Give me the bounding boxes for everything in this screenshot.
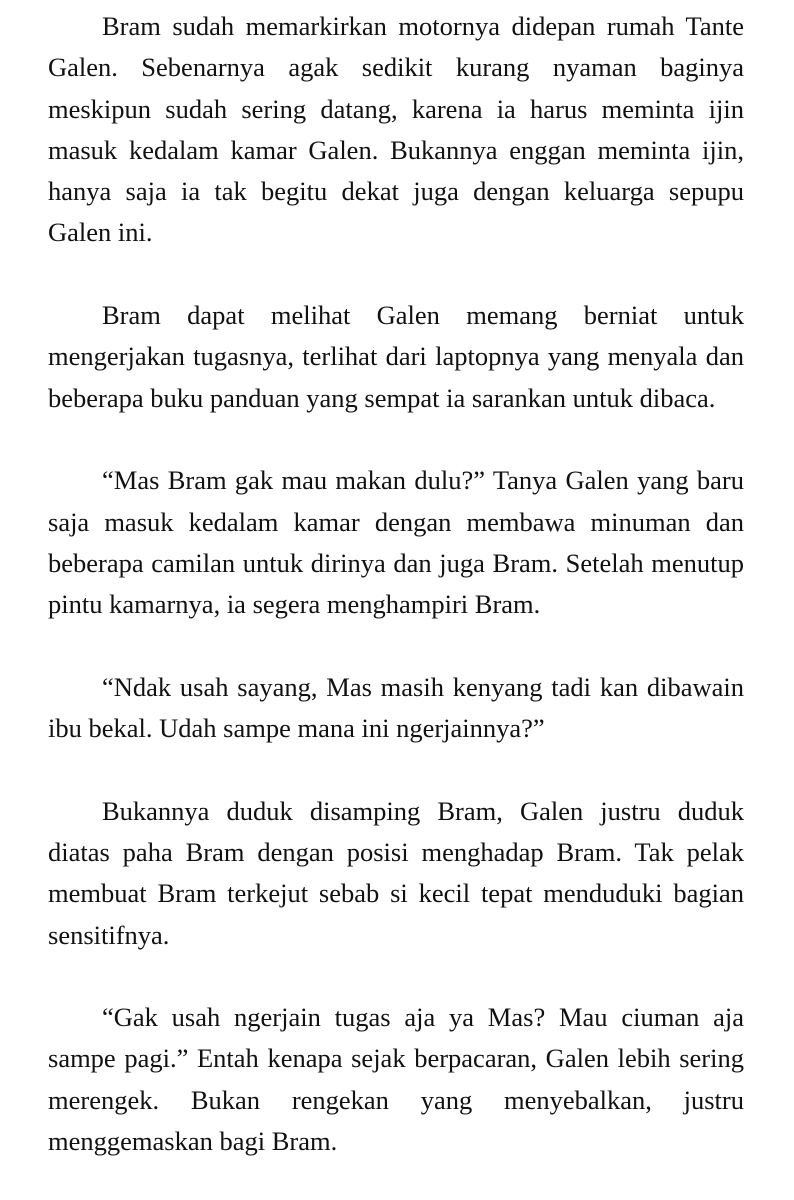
paragraph-3: “Mas Bram gak mau makan dulu?” Tanya Galen yang baru saja masuk kedalam kamar dengan membawa minuman dan beberapa camilan untuk dirinya dan juga Bram. Setelah menutup pintu kamarnya, ia segera menghampiri Bram. xyxy=(48,465,744,620)
paragraph-5: Bukannya duduk disamping Bram, Galen justru duduk diatas paha Bram dengan posisi menghadap Bram. Tak pelak membuat Bram terkejut sebab si kecil tepat menduduki bagian sensitifnya. xyxy=(48,795,744,950)
paragraph-1: Bram sudah memarkirkan motornya didepan rumah Tante Galen. Sebenarnya agak sedikit kurang nyaman baginya meskipun sudah sering datang, karena ia harus meminta ijin masuk kedalam kamar Galen. Bukannya enggan meminta ijin, hanya saja ia tak begitu dekat juga dengan keluarga sepupu Galen ini. xyxy=(48,11,744,248)
paragraph-6: “Gak usah ngerjain tugas aja ya Mas? Mau ciuman aja sampe pagi.” Entah kenapa sejak berpacaran, Galen lebih sering merengek. Bukan rengekan yang menyebalkan, justru menggemaskan bagi Bram. xyxy=(48,1002,744,1157)
paragraph-2: Bram dapat melihat Galen memang berniat untuk mengerjakan tugasnya, terlihat dari laptopnya yang menyala dan beberapa buku panduan yang sempat ia sarankan untuk dibaca. xyxy=(48,300,744,413)
paragraph-4: “Ndak usah sayang, Mas masih kenyang tadi kan dibawain ibu bekal. Udah sampe mana ini ngerjainnya?” xyxy=(48,671,744,744)
